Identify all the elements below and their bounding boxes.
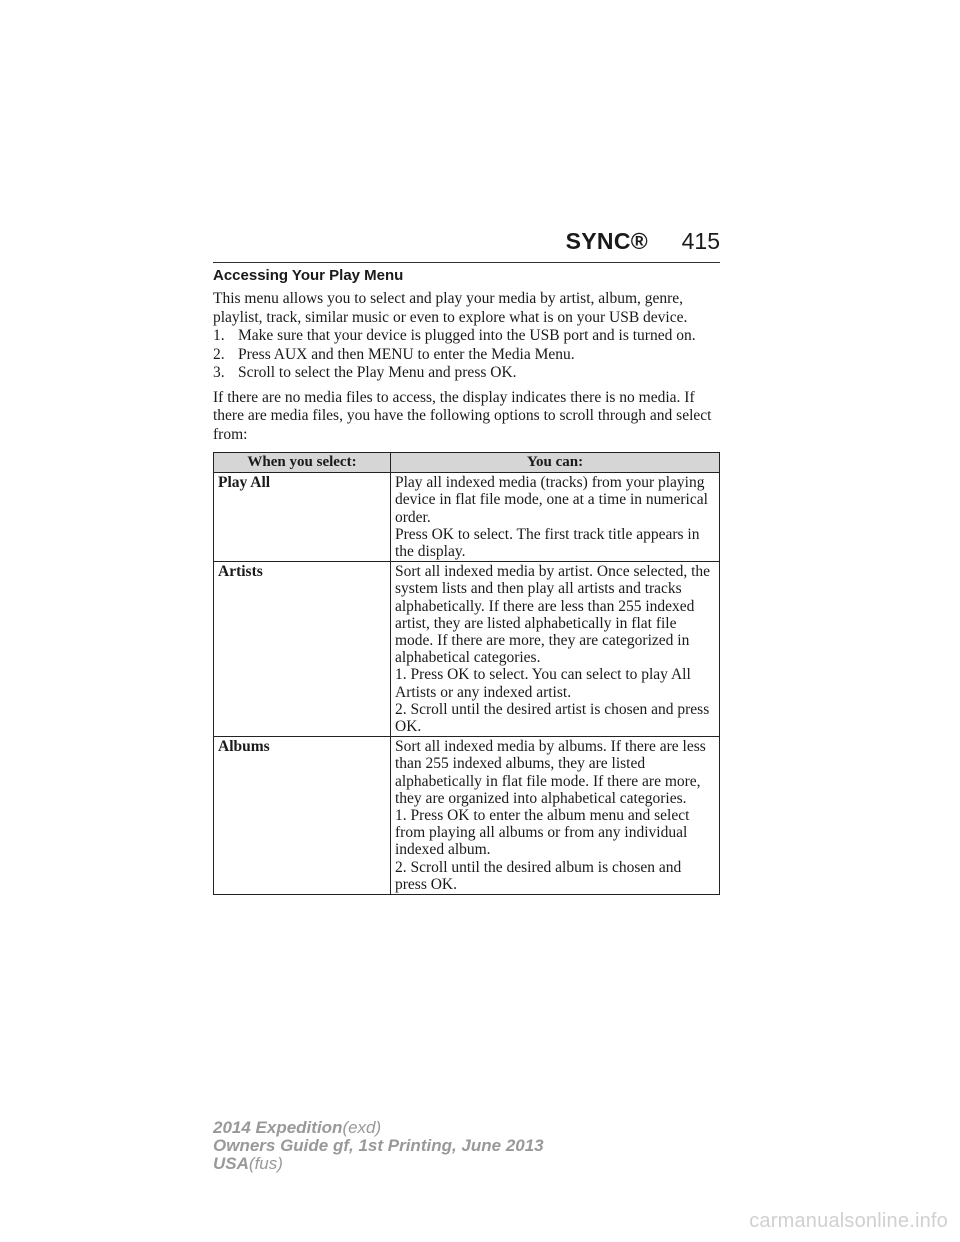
- footer-model: 2014 Expedition: [213, 1118, 343, 1137]
- footer-market: USA: [213, 1154, 249, 1173]
- footer-printing: Owners Guide gf, 1st Printing, June 2013: [213, 1136, 544, 1155]
- page-number: 415: [681, 228, 720, 254]
- option-label: Artists: [214, 562, 391, 737]
- note-paragraph: If there are no media files to access, the display indicates there is no media. If there are media files, you have the following options to scroll through and select from:: [213, 388, 712, 443]
- description-line: Press OK to select. The first track title appears in the display.: [395, 525, 700, 561]
- option-label: Play All: [214, 473, 391, 562]
- option-description: [391, 473, 720, 562]
- table-header-row: [214, 453, 720, 473]
- list-item: [213, 364, 720, 383]
- description-line: 2. Scroll until the desired album is chosen and press OK.: [395, 858, 682, 893]
- footer-line: [213, 1137, 544, 1155]
- step-number: 1.: [213, 327, 225, 344]
- description-line: Sort all indexed media by albums. If there are less than 255 indexed albums, they are listed alphabetically in flat file mode. If there are more, they are organized into alphabetical categories.: [395, 738, 706, 807]
- description-line: 2. Scroll until the desired artist is chosen and press OK.: [395, 700, 710, 736]
- intro-paragraph: This menu allows you to select and play your media by artist, album, genre, playlist, track, similar music or even to explore what is on your USB device.: [213, 290, 688, 326]
- watermark: carmanualsonline.info: [749, 1210, 948, 1232]
- table-row: [214, 473, 720, 562]
- option-label: Albums: [214, 737, 391, 895]
- step-text: Scroll to select the Play Menu and press OK.: [238, 364, 517, 381]
- option-description: [391, 737, 720, 895]
- footer-market-code: (fus): [248, 1154, 283, 1173]
- footer-line: [213, 1155, 544, 1173]
- list-item: [213, 346, 720, 365]
- options-table: [213, 452, 720, 895]
- section-title: SYNC®: [565, 228, 648, 254]
- table-row: [214, 737, 720, 895]
- description-line: 1. Press OK to enter the album menu and select from playing all albums or from any individual indexed album.: [395, 807, 690, 859]
- column-header-action: You can:: [391, 453, 720, 473]
- subheading: Accessing Your Play Menu: [213, 267, 404, 284]
- option-description: [391, 562, 720, 737]
- step-number: 3.: [213, 364, 225, 381]
- main-content: [213, 266, 720, 895]
- footer-model-code: (exd): [342, 1118, 382, 1137]
- description-line: 1. Press OK to select. You can select to play All Artists or any indexed artist.: [395, 666, 691, 701]
- description-line: Play all indexed media (tracks) from your playing device in flat file mode, one at a time in numerical order.: [395, 474, 708, 526]
- column-header-select: When you select:: [214, 453, 391, 473]
- table-row: [214, 562, 720, 737]
- page-header: [213, 228, 720, 263]
- step-list: [213, 327, 720, 383]
- step-text: Make sure that your device is plugged into the USB port and is turned on.: [238, 327, 696, 344]
- print-footer: [213, 1119, 544, 1173]
- step-number: 2.: [213, 345, 225, 363]
- footer-line: [213, 1119, 544, 1137]
- list-item: [213, 327, 720, 346]
- description-line: Sort all indexed media by artist. Once selected, the system lists and then play all artists and tracks alphabetically. If there are less than 255 indexed artist, they are listed alphabetically in flat file mode. If there are more, they are categorized in alphabetical categories.: [395, 563, 711, 667]
- step-text: Press AUX and then MENU to enter the Media Menu.: [238, 345, 575, 363]
